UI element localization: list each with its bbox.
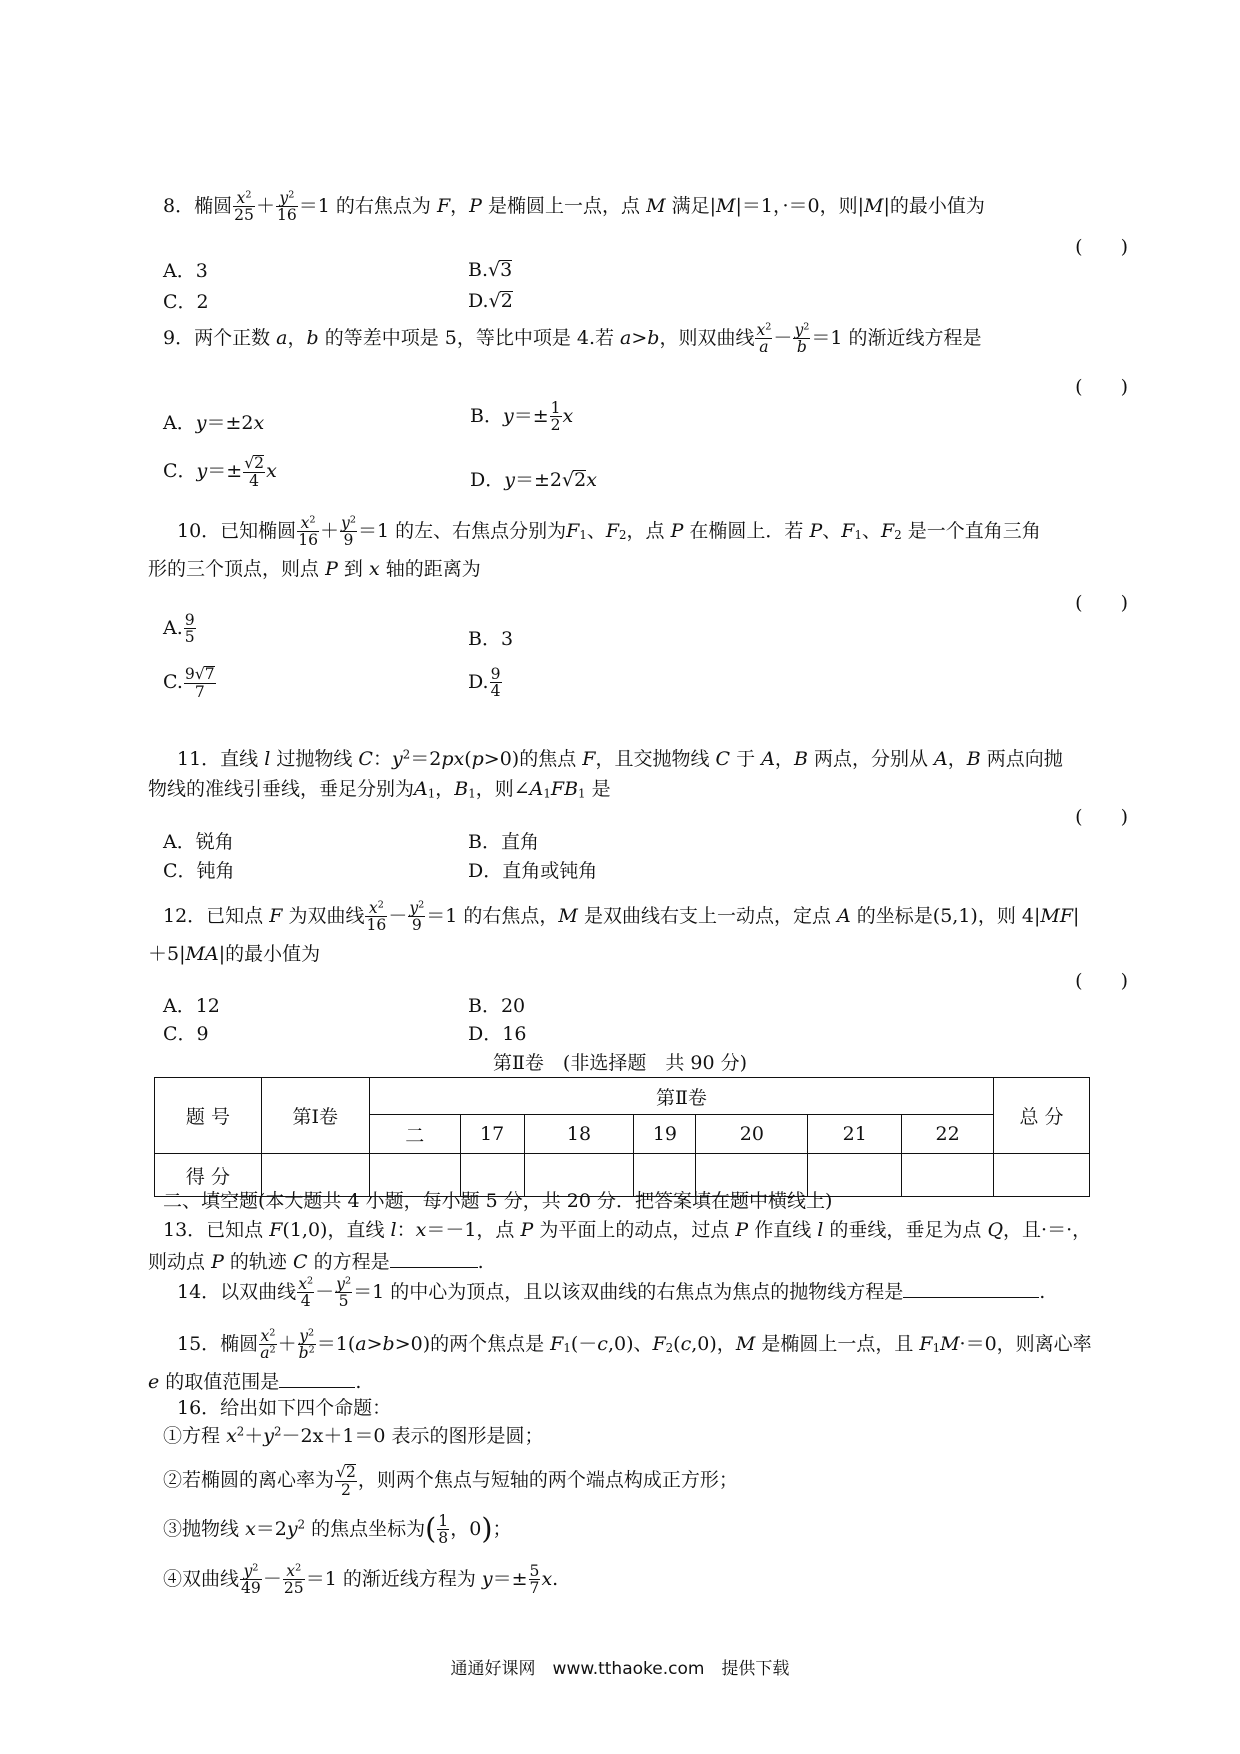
- q9-option-d: D．y＝±2√2x: [470, 469, 597, 491]
- q12-answer-paren: ( ): [1075, 970, 1128, 992]
- q16-prop-4: ④双曲线 $\frac{y^2}{49}$ － $\frac{x^2}{25}$ ＝1 的渐近线方程为 y＝± $\frac{5}{7}$ x.: [163, 1562, 559, 1598]
- q10-option-a: A. $\frac{9}{5}$: [163, 611, 195, 647]
- q8-option-d: D.√2: [468, 290, 513, 312]
- q16-prop-3: ③抛物线 $x=2y^2$ 的焦点坐标为( $\frac{1}{8}$ ，0)；: [163, 1512, 512, 1548]
- q14-stem: 14．以双曲线 $\frac{x^2}{4}$ － $\frac{y^2}{5}$ ＝1 的中心为顶点，且以该双曲线的右焦点为焦点的抛物线方程是 .: [177, 1275, 1046, 1311]
- score-cell[interactable]: [902, 1154, 994, 1197]
- row-defen: 得 分: [155, 1154, 262, 1197]
- header-col: 22: [902, 1115, 994, 1154]
- q9-option-a: A．y＝±2x: [163, 412, 265, 434]
- header-col: 17: [460, 1115, 524, 1154]
- q12-option-a: A．12: [163, 995, 220, 1017]
- q12-option-c: C．9: [163, 1023, 209, 1045]
- q12-option-b: B．20: [468, 995, 526, 1017]
- q16-stem: 16．给出如下四个命题：: [177, 1397, 392, 1419]
- header-col: 20: [696, 1115, 808, 1154]
- header-juan1: 第Ⅰ卷: [261, 1078, 369, 1154]
- q12-option-d: D．16: [468, 1023, 527, 1045]
- q9-stem: 9．两个正数 a，b 的等差中项是 5，等比中项是 4.若 a>b，则双曲线 $\frac{x^2}{a}$ － $\frac{y^2}{b}$ ＝1 的渐近线方程是: [163, 321, 982, 357]
- header-col: 18: [524, 1115, 634, 1154]
- q8-answer-paren: ( ): [1075, 236, 1128, 258]
- q13-stem-line2: 则动点 P 的轨迹 C 的方程是 .: [148, 1251, 484, 1273]
- q9-answer-paren: ( ): [1075, 376, 1128, 398]
- q10-option-d: D. $\frac{9}{4}$: [468, 665, 501, 701]
- q9-option-b: B．y＝± $\frac{1}{2}$ x: [470, 399, 574, 435]
- q11-answer-paren: ( ): [1075, 806, 1128, 828]
- q11-option-a: A．锐角: [163, 831, 234, 853]
- q16-prop-1: ①方程 $x^2+y^2-2x+1=0$ 表示的图形是圆；: [163, 1424, 544, 1447]
- q11-stem-line2: 物线的准线引垂线，垂足分别为$A_1$，$B_1$，则$\angle A_1FB_1$ 是: [148, 778, 611, 801]
- q9-option-c: C．y＝± $\frac{√2}{4}$ x: [163, 454, 277, 490]
- q12-stem-line2: ＋5|MA|的最小值为: [148, 943, 321, 965]
- footer-watermark: 通通好课网 www.tthaoke.com 提供下载: [450, 1659, 790, 1679]
- q11-option-d: D．直角或钝角: [468, 860, 598, 882]
- q10-option-b: B．3: [468, 628, 514, 650]
- fill-in-header: 二、填空题(本大题共 4 小题，每小题 5 分，共 20 分．把答案填在题中横线上): [163, 1190, 833, 1212]
- header-tihao: 题 号: [155, 1078, 262, 1154]
- q10-option-c: C. $\frac{9√7}{7}$: [163, 665, 215, 701]
- q15-stem-line1: 15．椭圆 $\frac{x^2}{a^2}$ ＋ $\frac{y^2}{b^2}$ ＝1(a>b>0)的两个焦点是 $F_1(-c,0)$、$F_2(c,0)$，M 是椭圆上一点，且 $F_1M\cdot=0$，则离心率: [177, 1327, 1092, 1363]
- header-col: 19: [634, 1115, 696, 1154]
- header-zongfen: 总 分: [994, 1078, 1090, 1154]
- score-cell[interactable]: [994, 1154, 1090, 1197]
- header-col: 二: [369, 1115, 460, 1154]
- header-col: 21: [808, 1115, 902, 1154]
- q8-option-b: B.√3: [468, 259, 513, 281]
- q8-stem: 8．椭圆 $\frac{x^2}{25}$ ＋ $\frac{y^2}{16}$ ＝1 的右焦点为 F，P 是椭圆上一点，点 M 满足|M|＝1，·＝0，则|M|的最小值为: [163, 189, 985, 225]
- header-juan2: 第Ⅱ卷: [369, 1078, 993, 1115]
- q11-option-c: C．钝角: [163, 860, 235, 882]
- q10-stem-line1: 10．已知椭圆 $\frac{x^2}{16}$ ＋ $\frac{y^2}{9}$ ＝1 的左、右焦点分别为$F_1$、$F_2$，点 P 在椭圆上．若 P、$F_1$、$F_2$ 是一个直角三角: [177, 514, 1041, 550]
- q14-answer-blank[interactable]: [903, 1281, 1039, 1298]
- q10-answer-paren: ( ): [1075, 592, 1128, 614]
- q11-option-b: B．直角: [468, 831, 539, 853]
- q11-stem-line1: 11．直线 l 过抛物线 C：$y^2=2px(p>0)$的焦点 F，且交抛物线 C 于 A，B 两点，分别从 A，B 两点向抛: [177, 747, 1063, 770]
- q13-stem-line1: 13．已知点 F(1,0)，直线 l：x＝－1，点 P 为平面上的动点，过点 P 作直线 l 的垂线，垂足为点 Q，且·＝·，: [163, 1219, 1092, 1241]
- q10-stem-line2: 形的三个顶点，则点 P 到 x 轴的距离为: [148, 558, 481, 580]
- q15-answer-blank[interactable]: [279, 1371, 355, 1388]
- q13-answer-blank[interactable]: [390, 1251, 478, 1268]
- q8-option-c: C．2: [163, 291, 209, 313]
- q8-option-a: A．3: [163, 260, 208, 282]
- q15-stem-line2: e 的取值范围是 .: [148, 1371, 362, 1393]
- q16-prop-2: ②若椭圆的离心率为 $\frac{√2}{2}$ ，则两个焦点与短轴的两个端点构成正方形；: [163, 1463, 738, 1499]
- section-2-title: 第Ⅱ卷 (非选择题 共 90 分): [493, 1052, 747, 1074]
- score-table: [154, 1077, 1090, 1197]
- q12-stem-line1: 12．已知点 F 为双曲线 $\frac{x^2}{16}$ － $\frac{y^2}{9}$ ＝1 的右焦点，M 是双曲线右支上一动点，定点 A 的坐标是(5,1)，则 4|MF|: [163, 899, 1080, 935]
